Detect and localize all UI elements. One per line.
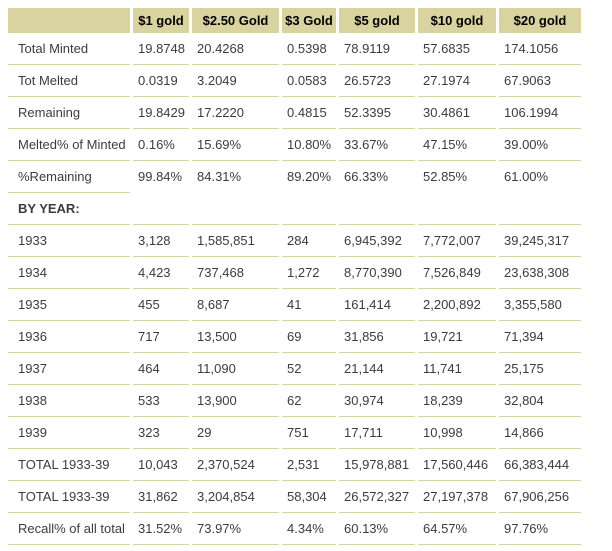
- row-label: Total Minted: [8, 32, 130, 64]
- row-label: Recall% of all total: [8, 512, 130, 545]
- cell-value: 64.57%: [418, 512, 496, 545]
- cell-value: 26,572,327: [339, 480, 415, 512]
- cell-value: 20.4268: [192, 32, 279, 64]
- cell-value: 8,687: [192, 288, 279, 320]
- cell-value: 17,711: [339, 416, 415, 448]
- cell-value: 41: [282, 288, 336, 320]
- cell-value: 14,866: [499, 416, 581, 448]
- cell-value: 0.16%: [133, 128, 189, 160]
- cell-value: 30,974: [339, 384, 415, 416]
- column-header: $2.50 Gold: [192, 8, 279, 32]
- cell-value: 66,383,444: [499, 448, 581, 480]
- cell-value: 97.76%: [499, 512, 581, 545]
- cell-value: 6,945,392: [339, 224, 415, 256]
- cell-value: 73.97%: [192, 512, 279, 545]
- cell-value: 26.5723: [339, 64, 415, 96]
- cell-value: 17,560,446: [418, 448, 496, 480]
- cell-value: 31.52%: [133, 512, 189, 545]
- table-row: [8, 480, 581, 512]
- row-label: %Remaining: [8, 160, 130, 192]
- column-header: $5 gold: [339, 8, 415, 32]
- cell-value: 60.13%: [339, 512, 415, 545]
- cell-value: 533: [133, 384, 189, 416]
- cell-value: 19,721: [418, 320, 496, 352]
- cell-value: 13,900: [192, 384, 279, 416]
- cell-value: 3,355,580: [499, 288, 581, 320]
- section-row: [8, 192, 581, 224]
- cell-value: 29: [192, 416, 279, 448]
- cell-value: 10.80%: [282, 128, 336, 160]
- table-row: [8, 352, 581, 384]
- row-label: 1937: [8, 352, 130, 384]
- cell-value: 1,585,851: [192, 224, 279, 256]
- table-row: [8, 512, 581, 545]
- cell-value: 18,239: [418, 384, 496, 416]
- table-row: [8, 160, 581, 192]
- row-label: Tot Melted: [8, 64, 130, 96]
- table-row: [8, 96, 581, 128]
- cell-value: 32,804: [499, 384, 581, 416]
- cell-value: 15,978,881: [339, 448, 415, 480]
- cell-value: 27,197,378: [418, 480, 496, 512]
- cell-value: 84.31%: [192, 160, 279, 192]
- cell-value: 106.1994: [499, 96, 581, 128]
- cell-value: 8,770,390: [339, 256, 415, 288]
- cell-value: 89.20%: [282, 160, 336, 192]
- cell-value: 27.1974: [418, 64, 496, 96]
- row-label: Remaining: [8, 96, 130, 128]
- cell-value: 737,468: [192, 256, 279, 288]
- cell-value: 67,906,256: [499, 480, 581, 512]
- cell-value: 464: [133, 352, 189, 384]
- cell-value: 31,856: [339, 320, 415, 352]
- cell-value: 47.15%: [418, 128, 496, 160]
- cell-value: 717: [133, 320, 189, 352]
- row-label: 1936: [8, 320, 130, 352]
- section-row-filler: [133, 192, 581, 224]
- cell-value: 0.5398: [282, 32, 336, 64]
- cell-value: 69: [282, 320, 336, 352]
- cell-value: 7,526,849: [418, 256, 496, 288]
- table-row: [8, 448, 581, 480]
- column-header: $10 gold: [418, 8, 496, 32]
- cell-value: 67.9063: [499, 64, 581, 96]
- table-header-row: [8, 8, 581, 32]
- cell-value: 4,423: [133, 256, 189, 288]
- gold-mintage-table: [5, 8, 584, 545]
- cell-value: 323: [133, 416, 189, 448]
- cell-value: 3,204,854: [192, 480, 279, 512]
- cell-value: 19.8748: [133, 32, 189, 64]
- table-row: [8, 416, 581, 448]
- cell-value: 751: [282, 416, 336, 448]
- cell-value: 11,090: [192, 352, 279, 384]
- row-label: 1934: [8, 256, 130, 288]
- column-header: $1 gold: [133, 8, 189, 32]
- cell-value: 7,772,007: [418, 224, 496, 256]
- column-header: $3 Gold: [282, 8, 336, 32]
- cell-value: 62: [282, 384, 336, 416]
- cell-value: 23,638,308: [499, 256, 581, 288]
- cell-value: 455: [133, 288, 189, 320]
- cell-value: 61.00%: [499, 160, 581, 192]
- table-row: [8, 320, 581, 352]
- cell-value: 3.2049: [192, 64, 279, 96]
- cell-value: 71,394: [499, 320, 581, 352]
- cell-value: 10,998: [418, 416, 496, 448]
- cell-value: 21,144: [339, 352, 415, 384]
- cell-value: 52.3395: [339, 96, 415, 128]
- row-label: 1933: [8, 224, 130, 256]
- table-row: [8, 64, 581, 96]
- cell-value: 161,414: [339, 288, 415, 320]
- cell-value: 2,531: [282, 448, 336, 480]
- header-cell-blank: [8, 8, 130, 32]
- cell-value: 2,370,524: [192, 448, 279, 480]
- cell-value: 15.69%: [192, 128, 279, 160]
- cell-value: 0.0583: [282, 64, 336, 96]
- cell-value: 57.6835: [418, 32, 496, 64]
- cell-value: 52.85%: [418, 160, 496, 192]
- cell-value: 0.0319: [133, 64, 189, 96]
- cell-value: 17.2220: [192, 96, 279, 128]
- cell-value: 3,128: [133, 224, 189, 256]
- cell-value: 13,500: [192, 320, 279, 352]
- header-row: [8, 8, 581, 32]
- column-header: $20 gold: [499, 8, 581, 32]
- table-row: [8, 256, 581, 288]
- cell-value: 78.9119: [339, 32, 415, 64]
- cell-value: 99.84%: [133, 160, 189, 192]
- cell-value: 39,245,317: [499, 224, 581, 256]
- table-row: [8, 32, 581, 64]
- cell-value: 30.4861: [418, 96, 496, 128]
- cell-value: 31,862: [133, 480, 189, 512]
- table-row: [8, 288, 581, 320]
- cell-value: 174.1056: [499, 32, 581, 64]
- table-row: [8, 224, 581, 256]
- section-label: BY YEAR:: [8, 192, 130, 224]
- row-label: 1935: [8, 288, 130, 320]
- cell-value: 58,304: [282, 480, 336, 512]
- table-row: [8, 384, 581, 416]
- cell-value: 284: [282, 224, 336, 256]
- cell-value: 1,272: [282, 256, 336, 288]
- row-label: TOTAL 1933-39: [8, 480, 130, 512]
- cell-value: 25,175: [499, 352, 581, 384]
- cell-value: 33.67%: [339, 128, 415, 160]
- cell-value: 0.4815: [282, 96, 336, 128]
- cell-value: 66.33%: [339, 160, 415, 192]
- cell-value: 4.34%: [282, 512, 336, 545]
- table-row: [8, 128, 581, 160]
- cell-value: 19.8429: [133, 96, 189, 128]
- cell-value: 52: [282, 352, 336, 384]
- row-label: Melted% of Minted: [8, 128, 130, 160]
- row-label: 1938: [8, 384, 130, 416]
- row-label: TOTAL 1933-39: [8, 448, 130, 480]
- table-body: [8, 32, 581, 545]
- row-label: 1939: [8, 416, 130, 448]
- cell-value: 10,043: [133, 448, 189, 480]
- cell-value: 11,741: [418, 352, 496, 384]
- cell-value: 2,200,892: [418, 288, 496, 320]
- cell-value: 39.00%: [499, 128, 581, 160]
